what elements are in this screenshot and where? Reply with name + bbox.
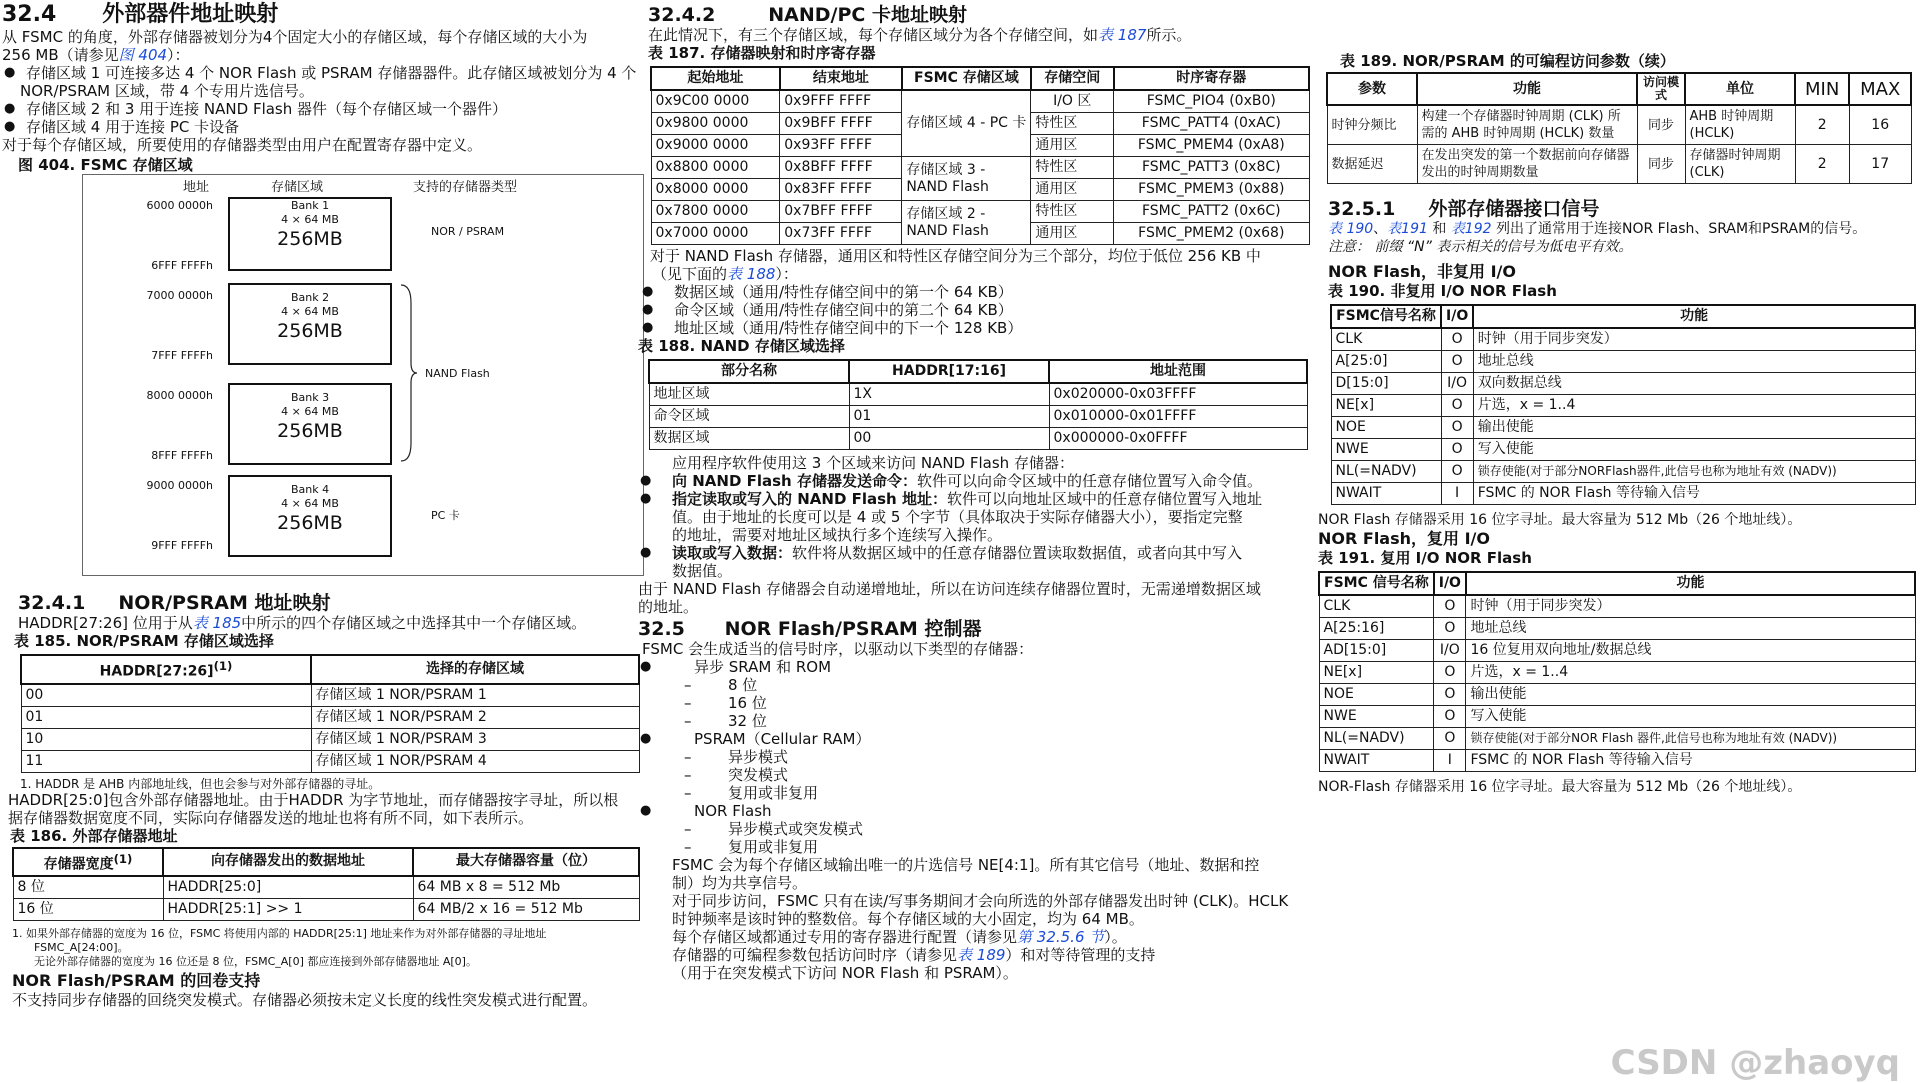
table-header: 参数	[1327, 73, 1417, 105]
paragraph: 不支持同步存储器的回绕突发模式。存储器必须按未定义长度的线性突发模式进行配置。	[12, 991, 598, 1010]
table-row: 地址区域 1X 0x020000-0x03FFFF	[649, 383, 1307, 406]
paragraph: 制）均为共享信号。	[672, 874, 808, 892]
paragraph: （见下面的表 188）：	[652, 265, 798, 283]
bank-2-block	[228, 283, 392, 365]
table-row: NWAIT I FSMC 的 NOR Flash 等待输入信号	[1319, 750, 1915, 772]
table-link[interactable]: 表191	[1387, 221, 1428, 237]
list-item: ● 命令区域（通用/特性存储空间中的第二个 64 KB）	[640, 301, 1318, 319]
table-row: CLK O 时钟（用于同步突发）	[1319, 595, 1915, 618]
paragraph: 的地址。	[638, 598, 699, 616]
bank-name: Bank 4	[290, 483, 330, 496]
bank-cell: 存储区域 3 - NAND Flash	[902, 157, 1031, 201]
bank-size: 4 × 64 MB	[281, 405, 339, 418]
bank-cell: 存储区域 4 - PC 卡	[902, 90, 1031, 157]
column-right	[1318, 0, 1918, 796]
paragraph: 对于 NAND Flash 存储器，通用区和特性区存储空间分为三个部分，均位于低位 256 KB 中	[650, 247, 1261, 265]
table-header: 单位	[1685, 73, 1795, 105]
table-caption: 表 191. 复用 I/O NOR Flash	[1318, 549, 1532, 567]
table-row: 0x9800 0000 0x9BFF FFFF 特性区 FSMC_PATT4 (0xAC)	[651, 113, 1309, 135]
section-number: 32.4	[2, 2, 57, 27]
paragraph: 在此情况下，有三个存储区域，每个存储区域分为各个存储空间，如表 187所示。	[648, 26, 1192, 44]
table-row: NE[x] O 片选，x = 1..4	[1319, 662, 1915, 684]
table-header: 时序寄存器	[1114, 67, 1309, 90]
column-left	[2, 0, 642, 1009]
table-header: 向存储器发出的数据地址	[163, 848, 413, 877]
nand-brace	[399, 283, 419, 463]
table-row: 数据区域 00 0x000000-0x0FFFF	[649, 428, 1307, 450]
table-row: NL(=NADV) O 锁存使能(对于部分NORFlash器件,此信号也称为地址有效 (NADV))	[1331, 461, 1915, 483]
table-header: HADDR[27:26]$^{(1)}$	[21, 655, 311, 684]
section-32-5-heading: 32.5 NOR Flash/PSRAM 控制器	[638, 618, 982, 640]
list-item: ● 异步 SRAM 和 ROM	[638, 658, 1318, 676]
list-subitem: – 16 位	[638, 694, 1318, 712]
table-link[interactable]: 表 187	[1098, 26, 1147, 44]
table-row: 0x8000 0000 0x83FF FFFF 通用区 FSMC_PMEM3 (0x88)	[651, 179, 1309, 201]
table-row: 8 位 HADDR[25:0] 64 MB x 8 = 512 Mb	[13, 876, 639, 899]
paragraph: 据存储器数据宽度不同，实际向存储器发送的地址也将有所不同，如下表所示。	[8, 808, 534, 827]
table-row: A[25:0] O 地址总线	[1331, 351, 1915, 373]
table-header: 功能	[1473, 305, 1915, 328]
fsmc-bank-figure	[82, 174, 644, 576]
bank-cell: 存储区域 2 - NAND Flash	[902, 201, 1031, 245]
address-label: 8000 0000h	[146, 389, 213, 402]
bank-capacity: 256MB	[277, 320, 343, 342]
table-header: 部分名称	[649, 360, 849, 383]
list-subitem: – 突发模式	[638, 766, 1318, 784]
table-header: MAX	[1849, 73, 1911, 105]
list-item: ● 存储区域 2 和 3 用于连接 NAND Flash 器件（每个存储区域一个器件）	[2, 100, 642, 118]
list-item-continuation: NOR/PSRAM 区域，带 4 个专用片选信号。	[20, 82, 314, 100]
table-188	[648, 359, 1308, 450]
table-row: 0x7800 0000 0x7BFF FFFF 存储区域 2 - NAND Flash 特性区 FSMC_PATT2 (0x6C)	[651, 201, 1309, 223]
table-186	[12, 847, 640, 922]
table-caption: 表 187. 存储器映射和时序寄存器	[648, 44, 876, 62]
table-row: 0x7000 0000 0x73FF FFFF 通用区 FSMC_PMEM2 (0x68)	[651, 223, 1309, 245]
section-32-5-1-heading: 32.5.1 外部存储器接口信号	[1328, 198, 1600, 220]
address-label: 6FFF FFFFh	[151, 259, 213, 272]
table-row: NOE O 输出使能	[1319, 684, 1915, 706]
address-label: 9000 0000h	[146, 479, 213, 492]
note: 注意： 前缀 “N” 表示相关的信号为低电平有效。	[1328, 239, 1633, 255]
bank-3-block	[228, 383, 392, 465]
list-item: ● 数据区域（通用/特性存储空间中的第一个 64 KB）	[640, 283, 1318, 301]
list-item: ● 指定读取或写入的 NAND Flash 地址：软件可以向地址区域中的任意存储位置写入地址	[638, 490, 1318, 508]
paragraph: FSMC 会生成适当的信号时序，以驱动以下类型的存储器：	[642, 640, 1034, 658]
address-label: 9FFF FFFFh	[151, 539, 213, 552]
paragraph: 从 FSMC 的角度，外部存储器被划分为4个固定大小的存储区域，每个存储区域的大小为	[2, 28, 588, 46]
list-item: ● 存储区域 1 可连接多达 4 个 NOR Flash 或 PSRAM 存储器器件。此存储区域被划分为 4 个	[2, 64, 642, 82]
bank-capacity: 256MB	[277, 420, 343, 442]
table-header: 存储空间	[1031, 67, 1114, 90]
table-row: 16 位 HADDR[25:1] >> 1 64 MB/2 x 16 = 512 Mb	[13, 899, 639, 921]
subsection-heading: NOR Flash，非复用 I/O	[1328, 262, 1516, 281]
table-row: 11 存储区域 1 NOR/PSRAM 4	[21, 750, 639, 772]
table-header: 选择的存储区域	[311, 655, 639, 684]
table-header: FSMC信号名称	[1331, 305, 1441, 328]
table-row: NOE O 输出使能	[1331, 417, 1915, 439]
table-row: 01 存储区域 1 NOR/PSRAM 2	[21, 706, 639, 728]
table-row: 10 存储区域 1 NOR/PSRAM 3	[21, 728, 639, 750]
table-row: NWE O 写入使能	[1319, 706, 1915, 728]
bank-name: Bank 1	[290, 199, 330, 212]
table-header: MIN	[1795, 73, 1849, 105]
paragraph: 表 190、表191 和 表192 列出了通常用于连接NOR Flash、SRAM和PSRAM的信号。	[1328, 221, 1867, 237]
table-row: 数据延迟 在发出突发的第一个数据前向存储器发出的时钟周期数量 同步 存储器时钟周期 (CLK) 2 17	[1327, 145, 1911, 184]
paragraph: NOR-Flash 存储器采用 16 位字寻址。最大容量为 512 Mb（26 个地址线）。	[1318, 779, 1802, 795]
paragraph: NOR Flash 存储器采用 16 位字寻址。最大容量为 512 Mb（26 个地址线）。	[1318, 512, 1802, 528]
address-label: 8FFF FFFFh	[151, 449, 213, 462]
list-subitem: – 异步模式	[638, 748, 1318, 766]
bank-name: Bank 3	[290, 391, 330, 404]
table-caption: 表 188. NAND 存储区域选择	[638, 337, 845, 355]
table-185	[20, 654, 640, 773]
bank-name: Bank 2	[290, 291, 330, 304]
section-32-4-1-heading: 32.4.1 NOR/PSRAM 地址映射	[18, 592, 331, 614]
list-subitem: – 复用或非复用	[638, 838, 1318, 856]
bank-size: 4 × 64 MB	[281, 213, 339, 226]
paragraph: HADDR[25:0]包含外部存储器地址。由于HADDR 为字节地址，而存储器按字寻址，所以根	[8, 790, 619, 809]
paragraph: 256 MB（请参见图 404）：	[2, 46, 190, 64]
watermark: CSDN @zhaoyq	[1610, 1043, 1900, 1083]
table-note: 无论外部存储器的宽度为 16 位还是 8 位，FSMC_A[0] 都应连接到外部存储器地址 A[0]。	[34, 955, 477, 969]
table-caption: 表 190. 非复用 I/O NOR Flash	[1328, 282, 1557, 300]
table-link[interactable]: 表 185	[192, 614, 242, 632]
subsection-heading: NOR Flash/PSRAM 的回卷支持	[12, 971, 261, 991]
table-header: I/O	[1441, 305, 1473, 328]
type-label-nor: NOR / PSRAM	[431, 225, 505, 238]
table-row: AD[15:0] I/O 16 位复用双向地址/数据总线	[1319, 640, 1915, 662]
list-subitem: – 复用或非复用	[638, 784, 1318, 802]
table-caption: 表 189. NOR/PSRAM 的可编程访问参数（续）	[1340, 52, 1675, 70]
table-header: 结束地址	[780, 67, 902, 90]
list-item: ● 地址区域（通用/特性存储空间中的下一个 128 KB）	[640, 319, 1318, 337]
paragraph: 对于同步访问，FSMC 只有在读/写事务期间才会向所选的外部存储器发出时钟 (CLK)。HCLK	[672, 892, 1289, 910]
bank-4-block	[228, 475, 392, 557]
table-note: FSMC_A[24:00]。	[34, 941, 129, 955]
figure-caption: 图 404. FSMC 存储区域	[18, 156, 193, 174]
table-row: NE[x] O 片选，x = 1..4	[1331, 395, 1915, 417]
list-item: ● PSRAM（Cellular RAM）	[638, 730, 1318, 748]
paragraph: 由于 NAND Flash 存储器会自动递增地址，所以在访问连续存储器位置时，无需递增数据区域	[638, 580, 1261, 598]
table-header: FSMC 存储区域	[902, 67, 1031, 90]
address-label: 7000 0000h	[146, 289, 213, 302]
table-191	[1318, 571, 1916, 772]
table-row: 0x9000 0000 0x93FF FFFF 通用区 FSMC_PMEM4 (0xA8)	[651, 135, 1309, 157]
table-note: 1. 如果外部存储器的宽度为 16 位，FSMC 将使用内部的 HADDR[25:1] 地址来作为对外部存储器的寻址地址	[12, 927, 547, 941]
table-row: 00 存储区域 1 NOR/PSRAM 1	[21, 684, 639, 707]
type-label-pccard: PC 卡	[431, 509, 460, 522]
paragraph: 存储器的可编程参数包括访问时序（请参见表 189）和对等待管理的支持	[672, 946, 1156, 964]
table-row: 0x9C00 0000 0x9FFF FFFF 存储区域 4 - PC 卡 I/O 区 FSMC_PIO4 (0xB0)	[651, 90, 1309, 113]
table-header: I/O	[1434, 572, 1466, 595]
table-header: 功能	[1417, 73, 1637, 105]
figure-header-bank: 存储区域	[271, 180, 324, 195]
table-row: NWE O 写入使能	[1331, 439, 1915, 461]
table-header: 最大存储器容量（位）	[413, 848, 639, 877]
bank-1-block	[228, 197, 392, 271]
paragraph: FSMC 会为每个存储区域输出唯一的片选信号 NE[4:1]。所有其它信号（地址、数据和控	[672, 856, 1260, 874]
paragraph: HADDR[27:26] 位用于从表 185中所示的四个存储区域之中选择其中一个存储区域。	[18, 614, 587, 632]
paragraph: 应用程序软件使用这 3 个区域来访问 NAND Flash 存储器：	[672, 454, 1074, 472]
list-item: ● 读取或写入数据：软件将从数据区域中的任意存储器位置读取数据值，或者向其中写入	[638, 544, 1318, 562]
list-item-continuation: 值。由于地址的长度可以是 4 或 5 个字节（具体取决于实际存储器大小），要指定完整	[672, 508, 1243, 526]
table-row: NL(=NADV) O 锁存使能(对于部分NOR Flash 器件,此信号也称为地址有效 (NADV))	[1319, 728, 1915, 750]
table-row: 命令区域 01 0x010000-0x01FFFF	[649, 406, 1307, 428]
table-header: 访问模式	[1637, 73, 1685, 105]
figure-link[interactable]: 图 404	[118, 46, 168, 64]
table-caption: 表 185. NOR/PSRAM 存储区域选择	[14, 632, 274, 650]
column-middle	[638, 0, 1318, 982]
list-subitem: – 8 位	[638, 676, 1318, 694]
paragraph: （用于在突发模式下访问 NOR Flash 和 PSRAM）。	[672, 964, 1018, 982]
type-label-nand: NAND Flash	[425, 367, 490, 380]
table-caption: 表 186. 外部存储器地址	[10, 826, 178, 845]
table-note: 1. HADDR 是 AHB 内部地址线，但也会参与对外部存储器的寻址。	[20, 776, 381, 791]
table-header: 存储器宽度$^{(1)}$	[13, 848, 163, 877]
table-header: 功能	[1466, 572, 1915, 595]
table-row: 0x8800 0000 0x8BFF FFFF 存储区域 3 - NAND Flash 特性区 FSMC_PATT3 (0x8C)	[651, 157, 1309, 179]
address-label: 7FFF FFFFh	[151, 349, 213, 362]
table-row: NWAIT I FSMC 的 NOR Flash 等待输入信号	[1331, 483, 1915, 505]
paragraph: 每个存储区域都通过专用的寄存器进行配置（请参见第 32.5.6 节）。	[672, 928, 1127, 946]
section-title: 外部器件地址映射	[102, 2, 279, 27]
table-row: CLK O 时钟（用于同步突发）	[1331, 328, 1915, 351]
list-subitem: – 异步模式或突发模式	[638, 820, 1318, 838]
section-32-4-2-heading: 32.4.2 NAND/PC 卡地址映射	[648, 4, 967, 26]
table-row: A[25:16] O 地址总线	[1319, 618, 1915, 640]
table-row: D[15:0] I/O 双向数据总线	[1331, 373, 1915, 395]
list-item: ● NOR Flash	[638, 802, 1318, 820]
paragraph: 对于每个存储区域，所要使用的存储器类型由用户在配置寄存器中定义。	[2, 136, 483, 154]
list-subitem: – 32 位	[638, 712, 1318, 730]
table-189	[1326, 72, 1912, 184]
paragraph: 时钟频率是该时钟的整数倍。每个存储区域的大小固定，均为 64 MB。	[672, 910, 1144, 928]
section-link[interactable]: 第 32.5.6 节	[1017, 928, 1105, 946]
subsection-heading: NOR Flash，复用 I/O	[1318, 529, 1490, 548]
bank-capacity: 256MB	[277, 512, 343, 534]
table-link[interactable]: 表 188	[727, 265, 776, 283]
address-label: 6000 0000h	[146, 199, 213, 212]
table-link[interactable]: 表 189	[957, 946, 1006, 964]
table-190	[1330, 304, 1916, 505]
table-link[interactable]: 表192	[1450, 221, 1492, 237]
table-header: 起始地址	[651, 67, 780, 90]
table-187	[650, 66, 1310, 245]
list-item-continuation: 数据值。	[672, 562, 733, 580]
list-item: ● 存储区域 4 用于连接 PC 卡设备	[2, 118, 642, 136]
table-header: FSMC 信号名称	[1319, 572, 1434, 595]
figure-header-type: 支持的存储器类型	[413, 180, 518, 195]
table-header: HADDR[17:16]	[849, 360, 1049, 383]
table-link[interactable]: 表 190	[1328, 221, 1374, 237]
bank-capacity: 256MB	[277, 228, 343, 250]
table-header: 地址范围	[1049, 360, 1307, 383]
figure-header-address: 地址	[183, 180, 210, 195]
list-item: ● 向 NAND Flash 存储器发送命令：软件可以向命令区域中的任意存储位置写入命令值。	[638, 472, 1318, 490]
list-item-continuation: 的地址，需要对地址区域执行多个连续写入操作。	[672, 526, 1003, 544]
bank-size: 4 × 64 MB	[281, 497, 339, 510]
section-32-4-heading	[2, 2, 642, 28]
bank-size: 4 × 64 MB	[281, 305, 339, 318]
table-row: 时钟分频比 构建一个存储器时钟周期 (CLK) 所需的 AHB 时钟周期 (HCLK) 数量 同步 AHB 时钟周期 (HCLK) 2 16	[1327, 105, 1911, 145]
